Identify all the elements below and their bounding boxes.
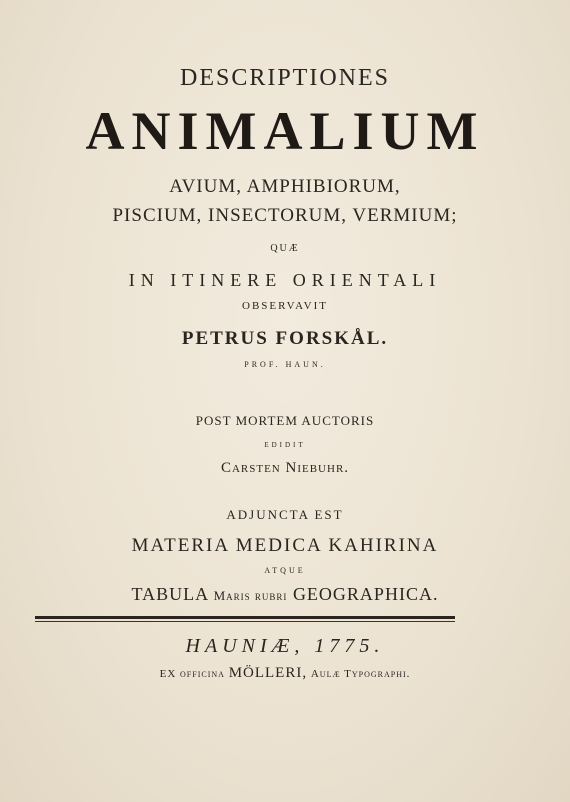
atque: ATQUE: [264, 566, 306, 575]
rule-thick: [35, 616, 455, 619]
subtitle-itinere: IN ITINERE ORIENTALI: [128, 270, 442, 290]
edidit: EDIDIT: [264, 441, 306, 449]
title-animalium: ANIMALIUM: [85, 101, 485, 161]
double-rule: [35, 616, 455, 624]
materia-medica: MATERIA MEDICA KAHIRINA: [131, 535, 439, 556]
author-title: PROF. HAUN.: [244, 360, 326, 369]
adjuncta-est: ADJUNCTA EST: [226, 507, 344, 522]
subtitle-quae: QUÆ: [270, 243, 300, 254]
imprint-printer: [0, 666, 570, 681]
subtitle-observavit: OBSERVAVIT: [242, 300, 328, 312]
title-descriptiones: DESCRIPTIONES: [179, 65, 391, 91]
imprint-typographi: Aulæ Typographi.: [310, 668, 411, 680]
imprint-molleri: MÖLLERI,: [228, 665, 308, 681]
tabula-line: [0, 585, 570, 603]
imprint-ex: EX: [159, 668, 177, 680]
subtitle-piscium: PISCIUM, INSECTORUM, VERMIUM;: [112, 205, 458, 226]
imprint-officina: officina: [180, 668, 225, 680]
post-mortem: POST MORTEM AUCTORIS: [195, 413, 375, 428]
imprint-place-year: HAUNIÆ, 1775.: [185, 635, 385, 657]
author-name: PETRUS FORSKÅL.: [181, 328, 389, 349]
rule-thin: [35, 621, 455, 622]
maris-rubri: Maris rubri: [213, 588, 288, 603]
subtitle-avium: AVIUM, AMPHIBIORUM,: [169, 176, 401, 197]
geographica-word: GEOGRAPHICA.: [292, 584, 439, 604]
tabula-word: TABULA: [131, 584, 209, 604]
editor-name: Carsten Niebuhr.: [220, 460, 350, 476]
